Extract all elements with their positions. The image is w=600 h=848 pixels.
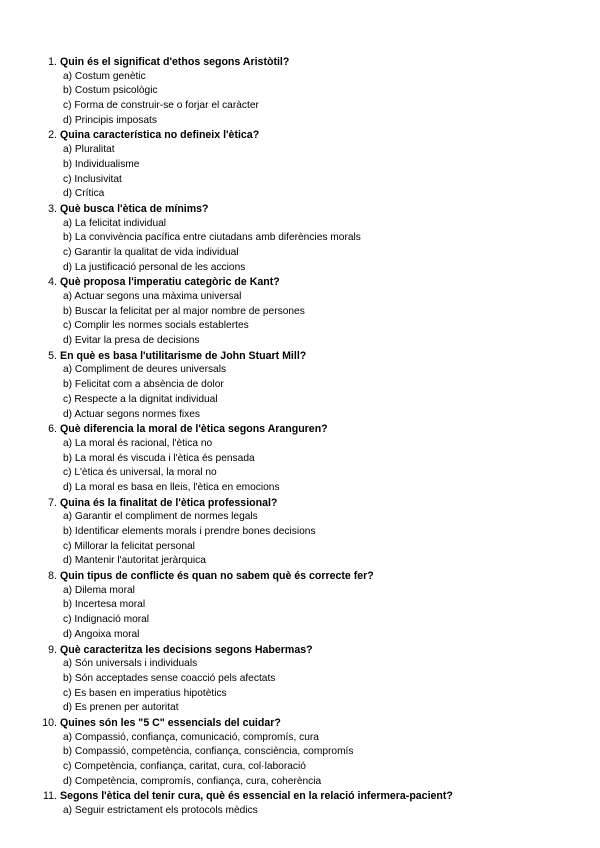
option-list bbox=[0, 143, 600, 202]
option-list bbox=[0, 510, 600, 569]
question-number: 10. bbox=[42, 716, 57, 729]
question-text: Quin tipus de conflicte és quan no sabem què és correcte fer? bbox=[60, 570, 374, 583]
answer-option: a) La felicitat individual bbox=[63, 217, 167, 229]
answer-option: d) Principis imposats bbox=[63, 114, 157, 126]
question-line bbox=[0, 202, 600, 217]
question-text: Segons l'ètica del tenir cura, què és essencial en la relació infermera-pacient? bbox=[60, 790, 453, 803]
question-number: 3. bbox=[48, 202, 57, 215]
option-list bbox=[0, 363, 600, 422]
answer-option: d) Competència, compromís, confiança, cura, coherència bbox=[63, 775, 322, 787]
answer-option: a) Seguir estrictament els protocols mèdics bbox=[63, 805, 258, 817]
answer-option: c) Indignació moral bbox=[63, 614, 150, 626]
question-line bbox=[0, 55, 600, 70]
question-5 bbox=[0, 349, 600, 422]
question-4 bbox=[0, 275, 600, 348]
answer-option: c) L'ètica és universal, la moral no bbox=[63, 467, 217, 479]
answer-option: a) Garantir el compliment de normes legals bbox=[63, 511, 258, 523]
question-6 bbox=[0, 422, 600, 495]
answer-option: d) Evitar la presa de decisions bbox=[63, 335, 200, 347]
answer-option: b) Felicitat com a absència de dolor bbox=[63, 379, 224, 391]
answer-option: c) Forma de construir-se o forjar el caràcter bbox=[63, 100, 259, 112]
answer-option: b) Buscar la felicitat per al major nombre de persones bbox=[63, 305, 305, 317]
question-number: 4. bbox=[48, 276, 57, 289]
answer-option: d) La justificació personal de les accions bbox=[63, 261, 246, 273]
option-list bbox=[0, 657, 600, 716]
answer-option: a) Costum genètic bbox=[63, 70, 146, 82]
question-list bbox=[0, 55, 600, 819]
question-text: Quin és el significat d'ethos segons Aristòtil? bbox=[60, 56, 290, 68]
answer-option: a) Pluralitat bbox=[63, 144, 115, 156]
answer-option: a) Dilema moral bbox=[63, 584, 135, 596]
answer-option: c) Inclusivitat bbox=[63, 173, 122, 185]
answer-option: a) Són universals i individuals bbox=[63, 658, 198, 670]
option-list bbox=[0, 437, 600, 496]
question-text: Quina característica no defineix l'ètica? bbox=[60, 129, 260, 142]
option-list bbox=[0, 584, 600, 643]
answer-option: c) Garantir la qualitat de vida individual bbox=[63, 246, 239, 258]
answer-option: d) Crítica bbox=[63, 188, 105, 200]
answer-option: c) Respecte a la dignitat individual bbox=[63, 393, 218, 405]
answer-option: a) Actuar segons una màxima universal bbox=[63, 291, 242, 302]
question-number: 11. bbox=[43, 790, 57, 803]
question-text: Quina és la finalitat de l'ètica professional? bbox=[60, 496, 278, 509]
answer-option: d) Mantenir l'autoritat jeràrquica bbox=[63, 555, 206, 567]
question-line bbox=[0, 789, 600, 804]
question-text: Què caracteritza les decisions segons Habermas? bbox=[60, 643, 313, 656]
question-2 bbox=[0, 128, 600, 201]
answer-option: c) Es basen en imperatius hipotètics bbox=[63, 687, 227, 699]
question-line bbox=[0, 643, 600, 658]
answer-option: a) Compliment de deures universals bbox=[63, 364, 227, 376]
question-line bbox=[0, 422, 600, 437]
option-list bbox=[0, 731, 600, 790]
question-9 bbox=[0, 643, 600, 716]
answer-option: c) Millorar la felicitat personal bbox=[63, 540, 195, 552]
question-line bbox=[0, 569, 600, 584]
question-number: 7. bbox=[48, 496, 57, 509]
question-text: Què busca l'ètica de mínims? bbox=[60, 202, 209, 215]
question-11 bbox=[0, 789, 600, 818]
answer-option: b) La moral és viscuda i l'ètica és pensada bbox=[63, 452, 255, 464]
answer-option: b) Són acceptades sense coacció pels afectats bbox=[63, 672, 276, 684]
answer-option: d) Actuar segons normes fixes bbox=[63, 408, 201, 420]
answer-option: d) Es prenen per autoritat bbox=[63, 702, 179, 714]
answer-option: b) Individualisme bbox=[63, 158, 140, 170]
answer-option: d) La moral es basa en lleis, l'ètica en emocions bbox=[63, 481, 280, 493]
question-line bbox=[0, 128, 600, 143]
question-7 bbox=[0, 496, 600, 569]
question-number: 6. bbox=[48, 423, 57, 436]
question-line bbox=[0, 275, 600, 290]
question-text: Què proposa l'imperatiu categòric de Kant? bbox=[60, 276, 280, 289]
answer-option: a) Compassió, confiança, comunicació, compromís, cura bbox=[63, 731, 319, 743]
question-number: 9. bbox=[48, 643, 57, 656]
question-line bbox=[0, 496, 600, 511]
option-list bbox=[0, 70, 600, 129]
question-8 bbox=[0, 569, 600, 642]
question-number: 1. bbox=[48, 56, 57, 68]
question-number: 2. bbox=[48, 129, 57, 142]
answer-option: b) Incertesa moral bbox=[63, 599, 146, 611]
answer-option: b) La convivència pacífica entre ciutadans amb diferències morals bbox=[63, 232, 361, 244]
question-line bbox=[0, 716, 600, 731]
answer-option: b) Costum psicològic bbox=[63, 85, 158, 97]
question-line bbox=[0, 349, 600, 364]
answer-option: c) Complir les normes socials establertes bbox=[63, 320, 249, 332]
option-list bbox=[0, 217, 600, 276]
answer-option: a) La moral és racional, l'ètica no bbox=[63, 437, 213, 449]
question-text: Quines són les "5 C" essencials del cuidar? bbox=[60, 716, 281, 729]
question-text: En què es basa l'utilitarisme de John Stuart Mill? bbox=[60, 349, 307, 362]
answer-option: b) Compassió, competència, confiança, consciència, compromís bbox=[63, 746, 354, 758]
question-number: 5. bbox=[48, 349, 57, 362]
answer-option: b) Identificar elements morals i prendre bones decisions bbox=[63, 526, 316, 537]
answer-option: d) Angoixa moral bbox=[63, 628, 140, 640]
question-10 bbox=[0, 716, 600, 789]
question-number: 8. bbox=[48, 570, 57, 583]
answer-option: c) Competència, confiança, caritat, cura, col·laboració bbox=[63, 761, 306, 772]
option-list bbox=[0, 804, 600, 819]
question-3 bbox=[0, 202, 600, 275]
question-text: Què diferencia la moral de l'ètica segons Aranguren? bbox=[60, 423, 328, 436]
option-list bbox=[0, 290, 600, 349]
question-1 bbox=[0, 55, 600, 128]
